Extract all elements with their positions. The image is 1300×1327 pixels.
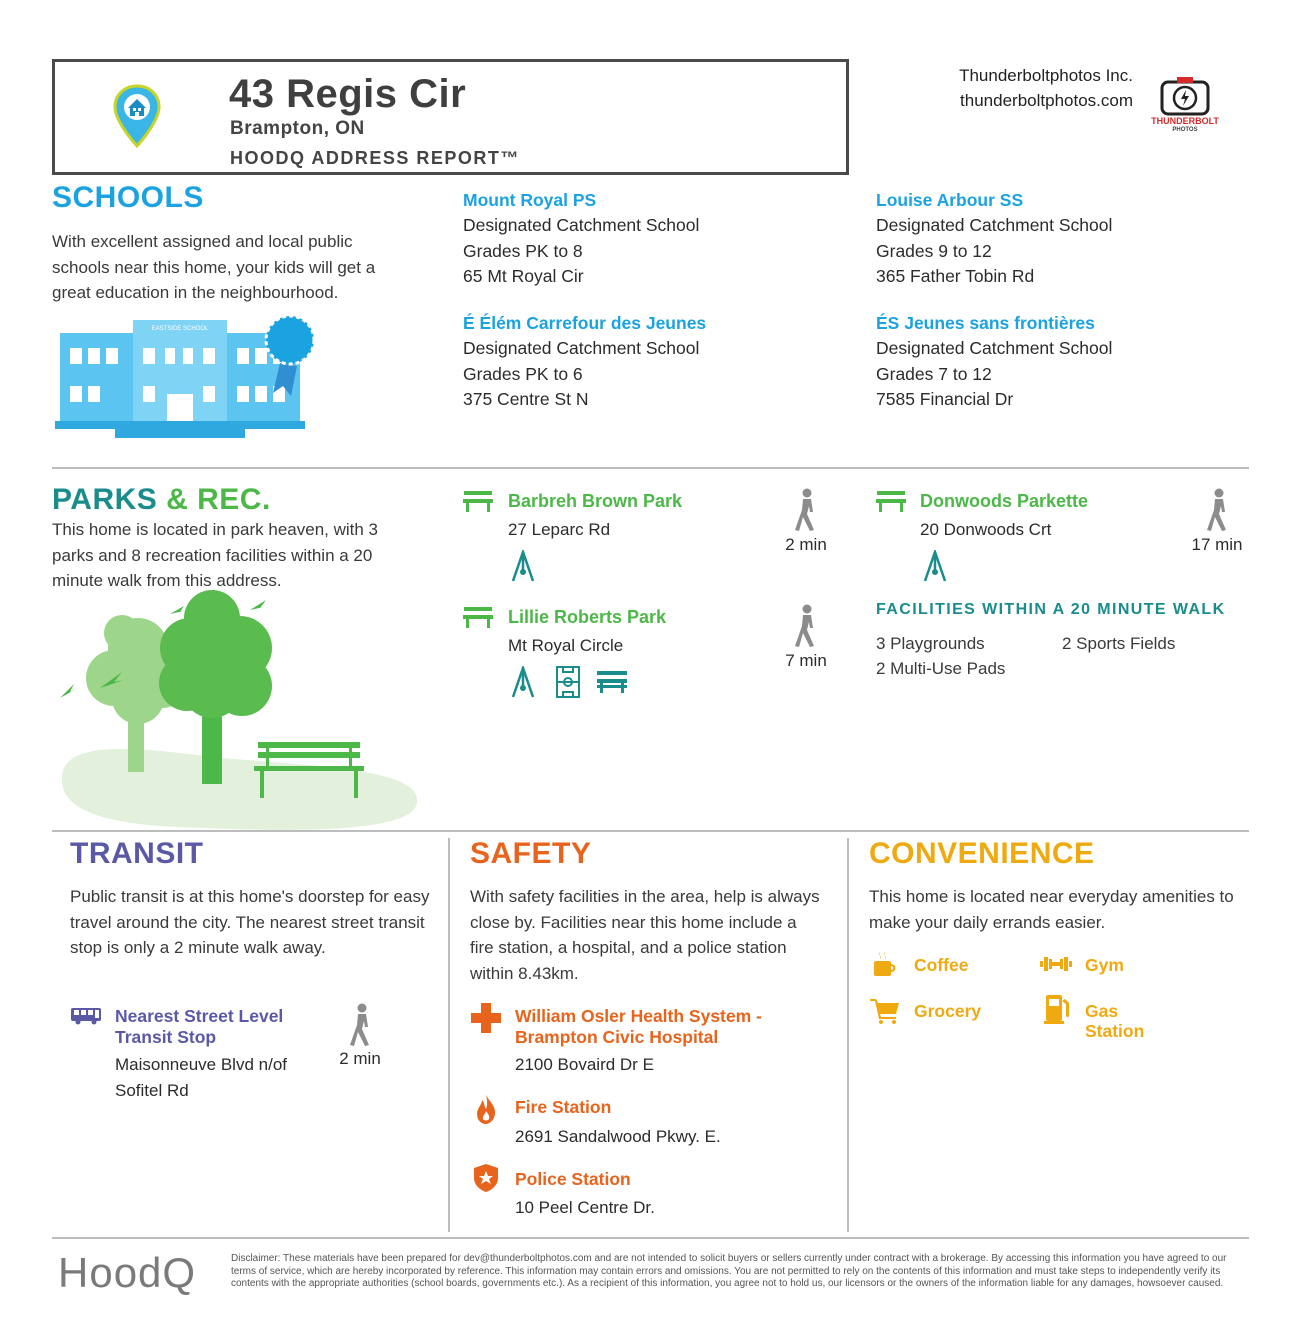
school-type: Designated Catchment School	[463, 338, 700, 358]
school-name[interactable]: Mount Royal PS	[463, 190, 597, 210]
convenience-gas-station[interactable]: Gas Station	[1085, 1001, 1145, 1041]
convenience-heading: CONVENIENCE	[869, 837, 1095, 870]
school-name[interactable]: É Élém Carrefour des Jeunes	[463, 313, 707, 333]
school-building-illustration	[55, 308, 325, 440]
facility-item: 2 Sports Fields	[1062, 634, 1176, 653]
coffee-icon	[871, 951, 897, 979]
police-station-address: 10 Peel Centre Dr.	[515, 1198, 655, 1217]
walk-time: 17 min	[1191, 535, 1243, 554]
section-divider	[52, 830, 1249, 832]
walking-icon	[792, 488, 820, 532]
hoodq-logo: HoodQ	[58, 1249, 197, 1296]
park-address: Mt Royal Circle	[508, 636, 624, 655]
safety-heading: SAFETY	[470, 837, 592, 870]
bus-icon	[70, 1007, 102, 1025]
walking-icon	[1204, 488, 1232, 532]
home-pin-icon	[113, 84, 161, 148]
transit-heading: TRANSIT	[70, 837, 204, 870]
facility-item: 2 Multi-Use Pads	[876, 659, 1006, 678]
hospital-cross-icon	[471, 1003, 501, 1033]
fire-icon	[474, 1093, 498, 1125]
hospital-title[interactable]: William Osler Health System - Brampton Civic Hospital	[515, 1006, 762, 1047]
school-sign: EASTSIDE SCHOOL	[151, 326, 209, 332]
park-illustration	[52, 588, 422, 832]
school-grades: Grades PK to 8	[463, 240, 583, 261]
section-divider	[52, 467, 1249, 469]
playground-icon	[922, 550, 948, 582]
parks-heading: PARKS & REC.	[52, 483, 271, 516]
convenience-description: This home is located near everyday amenities to make your daily errands easier.	[869, 887, 1234, 932]
school-address: 365 Father Tobin Rd	[876, 266, 1035, 286]
school-type: Designated Catchment School	[876, 215, 1113, 235]
police-station-title[interactable]: Police Station	[515, 1169, 631, 1189]
police-badge-icon	[473, 1163, 499, 1193]
convenience-gym[interactable]: Gym	[1085, 955, 1124, 975]
report-title: HOODQ ADDRESS REPORT™	[230, 148, 520, 168]
school-grades: Grades 7 to 12	[876, 363, 992, 384]
address-city: Brampton, ON	[230, 118, 365, 139]
park-name[interactable]: Barbreh Brown Park	[508, 491, 683, 511]
brand-logo-text: THUNDERBOLT PHOTOS	[1151, 116, 1219, 133]
parks-description: This home is located in park heaven, with 3 parks and 8 recreation facilities within a 20 minute walk from this address.	[52, 520, 379, 590]
schools-heading: SCHOOLS	[52, 181, 204, 214]
walk-time: 7 min	[785, 651, 827, 670]
school-address: 65 Mt Royal Cir	[463, 266, 584, 286]
convenience-grocery[interactable]: Grocery	[914, 1001, 982, 1021]
transit-description: Public transit is at this home's doorstep for easy travel around the city. The nearest street transit stop is only a 2 minute walk away.	[70, 887, 430, 957]
park-bench-icon	[463, 606, 493, 628]
park-address: 20 Donwoods Crt	[920, 520, 1052, 539]
school-address: 7585 Financial Dr	[876, 389, 1014, 409]
school-type: Designated Catchment School	[463, 215, 700, 235]
park-bench-icon	[463, 490, 493, 512]
transit-stop-address: Maisonneuve Blvd n/of Sofitel Rd	[115, 1055, 287, 1100]
address-title: 43 Regis Cir	[229, 72, 467, 116]
park-address: 27 Leparc Rd	[508, 520, 611, 539]
school-card[interactable]	[876, 190, 1112, 290]
fire-station-address: 2691 Sandalwood Pkwy. E.	[515, 1127, 721, 1146]
school-grades: Grades 9 to 12	[876, 240, 992, 261]
walking-icon	[347, 1003, 375, 1047]
school-card[interactable]	[463, 313, 706, 413]
walk-time: 2 min	[785, 535, 827, 554]
park-bench-icon	[876, 490, 906, 512]
schools-description: With excellent assigned and local public schools near this home, your kids will get a great education in the neighbourhood.	[52, 232, 376, 302]
school-card[interactable]	[876, 313, 1112, 413]
school-card[interactable]	[463, 190, 699, 290]
fire-station-title[interactable]: Fire Station	[515, 1097, 612, 1117]
address-header	[52, 59, 849, 175]
brand-website[interactable]: thunderboltphotos.com	[960, 91, 1133, 110]
facilities-heading: FACILITIES WITHIN A 20 MINUTE WALK	[876, 601, 1226, 618]
sports-field-icon	[556, 666, 580, 698]
multi-use-pad-icon	[597, 670, 627, 694]
facility-item: 3 Playgrounds	[876, 634, 985, 653]
school-address: 375 Centre St N	[463, 389, 589, 409]
convenience-coffee[interactable]: Coffee	[914, 955, 969, 975]
park-name[interactable]: Donwoods Parkette	[920, 491, 1089, 511]
gym-icon	[1040, 955, 1072, 973]
brand-company: Thunderboltphotos Inc.	[959, 66, 1133, 85]
school-name[interactable]: ÉS Jeunes sans frontières	[876, 313, 1095, 333]
column-divider	[448, 838, 450, 1232]
playground-icon	[510, 666, 536, 698]
transit-stop-title[interactable]: Nearest Street Level Transit Stop	[115, 1006, 284, 1047]
school-grades: Grades PK to 6	[463, 363, 583, 384]
hospital-address: 2100 Bovaird Dr E	[515, 1055, 654, 1074]
section-divider	[52, 1237, 1249, 1239]
disclaimer-text: Disclaimer: These materials have been prepared for dev@thunderboltphotos.com and are not intended to solicit buyers or sellers currently under contract with a brokerage. By accessing this information you have agreed to our terms of service, which are hereby incorporated by reference. This information may contain errors and omissions. You are not permitted to rely on the contents of this information and must take steps to independently verify its contents with the appropriate authorities (school boards, governments etc.). As a recipient of this information, you agree not to hold us, our licensors or the owners of the information liable for any damages, howsoever caused.	[231, 1253, 1227, 1289]
grocery-cart-icon	[870, 998, 900, 1024]
park-name[interactable]: Lillie Roberts Park	[508, 607, 667, 627]
school-type: Designated Catchment School	[876, 338, 1113, 358]
walk-time: 2 min	[339, 1049, 381, 1068]
column-divider	[847, 838, 849, 1232]
gas-station-icon	[1044, 993, 1070, 1025]
walking-icon	[792, 604, 820, 648]
safety-description: With safety facilities in the area, help is always close by. Facilities near this home include a fire station, a hospital, and a police station within 8.43km.	[470, 887, 820, 983]
playground-icon	[510, 550, 536, 582]
school-name[interactable]: Louise Arbour SS	[876, 190, 1024, 210]
